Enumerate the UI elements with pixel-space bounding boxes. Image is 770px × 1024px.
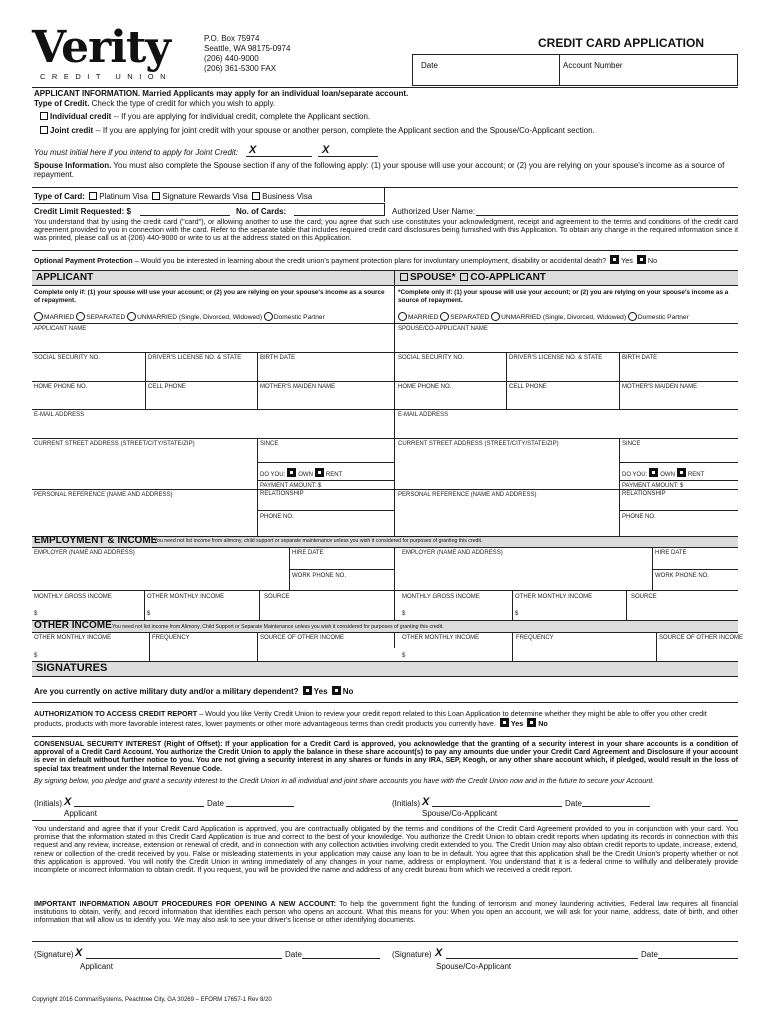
applicant-reference-field[interactable]: PERSONAL REFERENCE (NAME AND ADDRESS) xyxy=(34,492,173,498)
dollar-sign: $ xyxy=(402,653,406,659)
spouse-caption: Spouse/Co-Applicant xyxy=(422,809,498,818)
applicant-payment-field[interactable]: PAYMENT AMOUNT: $ xyxy=(260,483,322,489)
address-line: (206) 440-9000 xyxy=(204,54,259,63)
yes-label: Yes xyxy=(621,256,633,265)
own-label: OWN xyxy=(298,472,313,478)
individual-credit-option[interactable] xyxy=(38,112,370,121)
applicant-title: APPLICANT xyxy=(36,272,94,283)
domestic-partner-label: Domestic Partner xyxy=(637,314,689,321)
unmarried-label: UNMARRIED (Single, Divorced, Widowed) xyxy=(501,314,627,321)
unmarried-radio[interactable] xyxy=(127,312,136,321)
applicant-other-income-field[interactable]: OTHER MONTHLY INCOME xyxy=(147,594,225,600)
married-label: MARRIED xyxy=(408,314,439,321)
date-field[interactable]: Date xyxy=(421,61,438,70)
spouse-reference-field[interactable]: PERSONAL REFERENCE (NAME AND ADDRESS) xyxy=(398,492,537,498)
applicant-other-monthly-field[interactable]: OTHER MONTHLY INCOME xyxy=(34,635,112,641)
spouse-marital-status xyxy=(398,312,689,321)
military-yes-checkbox[interactable] xyxy=(303,686,312,695)
type-text: Check the type of credit for which you wish to apply. xyxy=(89,99,276,108)
address-line: (206) 361-5300 FAX xyxy=(204,64,277,73)
applicant-ssn-field[interactable]: SOCIAL SECURITY NO. xyxy=(34,355,101,361)
separated-label: SEPARATED xyxy=(86,314,126,321)
applicant-email-field[interactable]: E-MAIL ADDRESS xyxy=(34,412,85,418)
applicant-ref-phone-field[interactable]: PHONE NO. xyxy=(260,514,294,520)
dollar-sign: $ xyxy=(34,611,38,617)
applicant-since-field[interactable]: SINCE xyxy=(260,441,279,447)
address-line: P.O. Box 75974 xyxy=(204,34,260,43)
protection-yes-checkbox[interactable] xyxy=(610,255,619,264)
applicant-marital-status xyxy=(34,312,325,321)
spouse-sig-date-label: Date xyxy=(641,950,658,959)
spouse-title xyxy=(398,272,546,283)
coapplicant-label: CO-APPLICANT xyxy=(470,272,546,283)
applicant-initials-line[interactable] xyxy=(74,806,204,807)
spouse-info-label: Spouse Information. xyxy=(34,161,112,170)
applicant-initials-label: (Initials) xyxy=(34,799,63,808)
spouse-sig-caption: Spouse/Co-Applicant xyxy=(436,962,512,971)
procedures-text: To help the government fight the funding of terrorism and money laundering activities, Federal law requires all financial institutions to obtain, verify, and record information that identifies each person who opens an account. What this means for you: When you open an account, we will ask for your name, address, date of birth, and other information that will allow us to identify you. We may also ask to see your driver's license or other identifying documents. xyxy=(34,899,738,925)
auth-label: AUTHORIZATION TO ACCESS CREDIT REPORT xyxy=(34,709,198,718)
payment-protection-label: Optional Payment Protection xyxy=(34,256,133,265)
spouse-signature-label: (Signature) xyxy=(392,950,432,959)
procedures-label: IMPORTANT INFORMATION ABOUT PROCEDURES FOR OPENING A NEW ACCOUNT: xyxy=(34,899,337,908)
signatures-bar xyxy=(32,661,738,677)
spouse-frequency-field[interactable]: FREQUENCY xyxy=(516,635,554,641)
spouse-home-phone-field[interactable]: HOME PHONE NO. xyxy=(398,384,452,390)
account-number-field[interactable]: Account Number xyxy=(563,61,623,70)
spouse-initials-line[interactable] xyxy=(432,806,562,807)
applicant-info-heading: APPLICANT INFORMATION. Married Applicants may apply for an individual loan/separate account. xyxy=(34,89,409,98)
individual-text: -- If you are applying for individual credit, complete the Applicant section. xyxy=(111,112,371,121)
spouse-since-field[interactable]: SINCE xyxy=(622,441,641,447)
business-checkbox[interactable] xyxy=(252,192,260,200)
protection-no-checkbox[interactable] xyxy=(637,255,646,264)
spouse-other-income-field[interactable]: OTHER MONTHLY INCOME xyxy=(515,594,593,600)
rent-label: RENT xyxy=(687,472,705,478)
spouse-relationship-field[interactable]: RELATIONSHIP xyxy=(622,491,666,497)
signature-checkbox[interactable] xyxy=(152,192,160,200)
authorized-user-field[interactable]: Authorized User Name: xyxy=(392,207,476,216)
platinum-label: Platinum Visa xyxy=(99,192,148,201)
yes-label: Yes xyxy=(510,719,524,729)
auth-yes-checkbox[interactable] xyxy=(500,718,509,727)
rent-checkbox[interactable] xyxy=(677,468,686,477)
dollar-sign: $ xyxy=(402,611,406,617)
auth-no-checkbox[interactable] xyxy=(527,718,536,727)
married-label: MARRIED xyxy=(44,314,75,321)
spouse-checkbox[interactable] xyxy=(400,273,408,281)
spouse-work-phone-field[interactable]: WORK PHONE NO. xyxy=(655,573,710,579)
logo-subtitle: CREDIT UNION xyxy=(40,72,173,81)
initial-x-mark: X xyxy=(249,144,257,156)
applicant-sig-date-label: Date xyxy=(285,950,302,959)
number-of-cards-field[interactable]: No. of Cards: xyxy=(236,207,287,216)
unmarried-label: UNMARRIED (Single, Divorced, Widowed) xyxy=(137,314,263,321)
spouse-note: *Complete only if: (1) your spouse will use your account; or (2) you are relying on your spouse's income as a source of repayment. xyxy=(398,289,729,304)
domestic-partner-radio[interactable] xyxy=(628,312,637,321)
employment-title: EMPLOYMENT & INCOME xyxy=(34,535,158,546)
own-checkbox[interactable] xyxy=(649,468,658,477)
dollar-sign: $ xyxy=(515,611,519,617)
applicant-hire-date-field[interactable]: HIRE DATE xyxy=(292,550,324,556)
address-line: Seattle, WA 98175-0974 xyxy=(204,44,291,53)
form-title: CREDIT CARD APPLICATION xyxy=(538,36,704,50)
platinum-checkbox[interactable] xyxy=(89,192,97,200)
military-no-checkbox[interactable] xyxy=(332,686,341,695)
applicant-license-field[interactable]: DRIVER'S LICENSE NO. & STATE xyxy=(148,355,242,361)
payment-protection xyxy=(34,255,738,265)
x-mark: X xyxy=(75,947,83,959)
own-label: OWN xyxy=(660,472,675,478)
spouse-info-text: You must also complete the Spouse section if any of the following apply: (1) your spouse will use your account; or (2) you are relying on your spouse's income as a source of repayment. xyxy=(34,161,725,179)
auth-text: – Would you like Verity Credit Union to review your credit report related to this Loan Application to determine whether they might be able to offer you other credit products, products with more favorable interest rates, lower payments or other more advantageous terms than credit products you currently have. xyxy=(34,709,707,729)
spouse-hire-date-field[interactable]: HIRE DATE xyxy=(655,550,687,556)
applicant-housing-status xyxy=(260,468,342,479)
yes-label: Yes xyxy=(313,687,328,696)
x-mark: X xyxy=(64,796,72,808)
spouse-source-field[interactable]: SOURCE xyxy=(631,594,657,600)
rent-label: RENT xyxy=(325,472,343,478)
spouse-housing-status xyxy=(622,468,704,479)
dollar-sign: $ xyxy=(147,611,151,617)
spouse-payment-field[interactable]: PAYMENT AMOUNT: $ xyxy=(622,483,684,489)
credit-limit-field[interactable]: Credit Limit Requested: $ xyxy=(34,207,131,216)
spouse-date-label: Date xyxy=(565,799,582,808)
unmarried-radio[interactable] xyxy=(491,312,500,321)
employment-note: You need not list income from alimony, child support or separate maintenance unless you wish it considered for purposes of granting this credit. xyxy=(154,538,483,544)
joint-credit-option[interactable] xyxy=(38,126,595,135)
applicant-name-field[interactable]: APPLICANT NAME xyxy=(34,326,87,332)
applicant-source-other-field[interactable]: SOURCE OF OTHER INCOME xyxy=(260,635,345,641)
date-account-box xyxy=(412,54,738,86)
credit-union-address xyxy=(204,34,290,74)
military-text: Are you currently on active military duty and/or a military dependent? xyxy=(34,687,299,696)
security-pledge: By signing below, you pledge and grant a security interest to the Credit Union in all individual and joint share accounts you have with the Credit Union now and in the future to secure your Account. xyxy=(34,776,655,785)
rent-checkbox[interactable] xyxy=(315,468,324,477)
spouse-other-monthly-field[interactable]: OTHER MONTHLY INCOME xyxy=(402,635,480,641)
applicant-note: Complete only if: (1) your spouse will use your account; or (2) you are relying on your spouse's income as a source of repayment. xyxy=(34,289,385,304)
individual-label: Individual credit xyxy=(50,112,112,121)
applicant-agreement: You understand and agree that if your Credit Card Application is approved, you are contractually obligated by the terms and conditions of the Credit Card Agreement provided to you in conjunction with your card. You promise that the information stated in this Credit Card Application is true and correct to the best of your knowledge. You authorize the Credit Union to obtain credit reports when updating its records in connection with this request and any review, increase, extension or renewal of credit, and in connection with any collection activities involving credit extended to you. The Credit Union may also obtain credit reports to update, increase, extend, renew or collection of the credit received by you. False or misleading statements in your application may cause any loan to be in default. You agree that this application shall be the Credit Union's property whether or not this application is approved. You will notify the Credit Union in writing immediately of any changes in your name, address or employment. You understand that it is a federal crime to willfully and deliberately provide incomplete or incorrect information to obtain credit. If you request, you will be provided the name and address of any credit bureau from which we received a credit report. xyxy=(34,824,738,875)
other-income-title: OTHER INCOME xyxy=(34,620,112,631)
do-you-label: DO YOU: xyxy=(622,472,648,478)
applicant-maiden-name-field[interactable]: MOTHER'S MAIDEN NAME xyxy=(260,384,336,390)
applicant-sig-caption: Applicant xyxy=(80,962,113,971)
spouse-source-other-field[interactable]: SOURCE OF OTHER INCOME xyxy=(659,635,744,641)
type-of-credit xyxy=(34,99,275,108)
applicant-caption: Applicant xyxy=(64,809,97,818)
applicant-birthdate-field[interactable]: BIRTH DATE xyxy=(260,355,296,361)
initial-line-2[interactable] xyxy=(318,156,378,157)
domestic-partner-radio[interactable] xyxy=(264,312,273,321)
separated-label: SEPARATED xyxy=(450,314,490,321)
applicant-frequency-field[interactable]: FREQUENCY xyxy=(152,635,190,641)
applicant-cell-phone-field[interactable]: CELL PHONE xyxy=(148,384,186,390)
separated-radio[interactable] xyxy=(440,312,449,321)
no-label: No xyxy=(647,256,658,265)
initial-x-mark: X xyxy=(322,144,330,156)
logo-word: Verity xyxy=(32,22,170,73)
joint-label: Joint credit xyxy=(50,126,94,135)
applicant-signature-label: (Signature) xyxy=(34,950,74,959)
applicant-relationship-field[interactable]: RELATIONSHIP xyxy=(260,491,304,497)
logo xyxy=(32,22,192,82)
signature-label: Signature Rewards Visa xyxy=(162,192,248,201)
business-label: Business Visa xyxy=(262,192,313,201)
spouse-employer-field[interactable]: EMPLOYER (NAME AND ADDRESS) xyxy=(402,550,503,556)
joint-initial-prompt: You must initial here if you intend to apply for Joint Credit: xyxy=(34,148,239,157)
card-type-label: Type of Card: xyxy=(34,192,85,201)
spouse-label: SPOUSE* xyxy=(410,272,456,283)
applicant-source-field[interactable]: SOURCE xyxy=(264,594,290,600)
joint-text: -- If you are applying for joint credit with your spouse or another person, complete the Applicant section and the Spouse/Co-Applicant section. xyxy=(93,126,595,135)
card-disclosure: You understand that by using the credit card ("card"), or allowing another to use the card; you agree that such use constitutes your acknowledgment, receipt and agreement to the terms and conditions of the credit card agreement provided to you in connection with the card. Refer to the separate table that includes required credit card disclosures being furnished with this Application. To obtain any change in the required information since it was printed, please call us at (206) 440-9000 or write to us at the address stated on this Application. xyxy=(34,217,738,243)
dollar-sign: $ xyxy=(34,653,38,659)
applicant-section-bar xyxy=(32,270,738,286)
footer: Copyright 2016 CommariSystems, Peachtree City, GA 30269 – EFORM 17657-1 Rev 8/20 xyxy=(32,997,272,1003)
x-mark: X xyxy=(435,947,443,959)
spouse-signature-line[interactable] xyxy=(446,958,638,959)
applicant-employer-field[interactable]: EMPLOYER (NAME AND ADDRESS) xyxy=(34,550,135,556)
spouse-street-field[interactable]: CURRENT STREET ADDRESS (STREET/CITY/STATE/ZIP) xyxy=(398,441,559,447)
domestic-partner-label: Domestic Partner xyxy=(273,314,325,321)
signatures-title: SIGNATURES xyxy=(36,662,108,674)
married-radio[interactable] xyxy=(34,312,43,321)
spouse-email-field[interactable]: E-MAIL ADDRESS xyxy=(398,412,449,418)
spouse-birthdate-field[interactable]: BIRTH DATE xyxy=(622,355,658,361)
joint-checkbox[interactable] xyxy=(40,126,48,134)
spouse-date-line[interactable] xyxy=(582,806,650,807)
credit-report-authorization xyxy=(34,710,738,728)
coapplicant-checkbox[interactable] xyxy=(460,273,468,281)
spouse-information xyxy=(34,161,738,179)
spouse-initials-label: (Initials) xyxy=(392,799,421,808)
military-question xyxy=(34,686,353,696)
applicant-date-label: Date xyxy=(207,799,224,808)
spouse-sig-date-line[interactable] xyxy=(658,958,738,959)
new-account-procedures xyxy=(34,900,738,925)
applicant-sig-date-line[interactable] xyxy=(302,958,380,959)
spouse-ssn-field[interactable]: SOCIAL SECURITY NO. xyxy=(398,355,465,361)
own-checkbox[interactable] xyxy=(287,468,296,477)
card-type-row xyxy=(34,192,312,201)
spouse-name-field[interactable]: SPOUSE/CO-APPLICANT NAME xyxy=(398,326,488,332)
type-label: Type of Credit. xyxy=(34,99,90,108)
spouse-maiden-name-field[interactable]: MOTHER'S MAIDEN NAME xyxy=(622,384,698,390)
applicant-signature-line[interactable] xyxy=(86,958,282,959)
no-label: No xyxy=(342,687,354,696)
spouse-gross-income-field[interactable]: MONTHLY GROSS INCOME xyxy=(402,594,480,600)
applicant-home-phone-field[interactable]: HOME PHONE NO. xyxy=(34,384,88,390)
applicant-work-phone-field[interactable]: WORK PHONE NO. xyxy=(292,573,347,579)
do-you-label: DO YOU: xyxy=(260,472,286,478)
married-radio[interactable] xyxy=(398,312,407,321)
applicant-date-line[interactable] xyxy=(226,806,294,807)
applicant-gross-income-field[interactable]: MONTHLY GROSS INCOME xyxy=(34,594,112,600)
spouse-cell-phone-field[interactable]: CELL PHONE xyxy=(509,384,547,390)
spouse-license-field[interactable]: DRIVER'S LICENSE NO. & STATE xyxy=(509,355,603,361)
no-label: No xyxy=(538,719,548,729)
applicant-street-field[interactable]: CURRENT STREET ADDRESS (STREET/CITY/STATE/ZIP) xyxy=(34,441,195,447)
x-mark: X xyxy=(422,796,430,808)
consensual-security-interest: CONSENSUAL SECURITY INTEREST (Right of Offset): If your application for a Credit Card is approved, you acknowledge that the granting of a security interest in your share accounts is a condition of approval of a Credit Card Account. You authorize the Credit Union to apply the balance in these share account(s) to pay any amounts due under your Credit Card Agreement and Disclosure if your account is ever in default without further notice to you. You are not giving a security interest in any shares or funds in any IRA, SEP, Keogh, or any other share account which, if pledged, would result in the loss of special tax treatment under the Internal Revenue Code. xyxy=(34,739,738,773)
spouse-ref-phone-field[interactable]: PHONE NO. xyxy=(622,514,656,520)
individual-checkbox[interactable] xyxy=(40,112,48,120)
separated-radio[interactable] xyxy=(76,312,85,321)
other-income-note: You need not list income from Alimony, Child Support or Separate Maintenance unless you wish it considered for purposes of granting this credit. xyxy=(112,624,444,630)
initial-line-1[interactable] xyxy=(246,156,312,157)
payment-protection-text: – Would you be interested in learning about the credit union's payment protection plans for involuntary unemployment, disability or accidental death? xyxy=(132,256,607,265)
